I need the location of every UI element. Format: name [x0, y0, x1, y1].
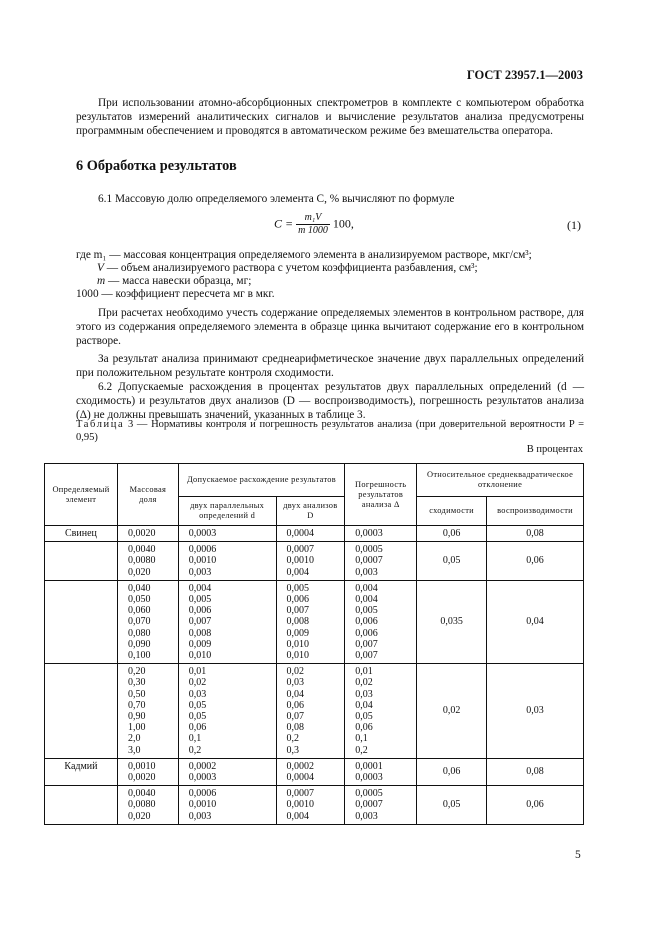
formula	[274, 212, 354, 237]
cell-value: 0,070	[127, 616, 151, 628]
cell-value: 0,30	[127, 677, 146, 689]
cell-delta	[345, 580, 417, 663]
cell-value: 0,006	[286, 594, 309, 606]
cell-value: 0,006	[188, 605, 212, 617]
cell-value: 0,06	[188, 722, 207, 734]
units-note: В процентах	[526, 444, 583, 455]
table-3	[44, 463, 584, 825]
definition-term: 1000	[76, 287, 99, 300]
cell-value: 0,008	[188, 627, 212, 639]
cell-element	[45, 580, 118, 663]
cell-value: 0,0080	[127, 799, 156, 811]
cell-value: 0,2	[355, 744, 368, 756]
cell-repro: 0,03	[487, 664, 584, 759]
cell-delta	[345, 526, 417, 542]
table-header-row	[45, 464, 584, 497]
cell-d	[276, 542, 345, 581]
cell-value: 0,0040	[127, 544, 156, 556]
cell-value: 0,020	[127, 810, 151, 822]
table-row	[45, 526, 584, 542]
cell-value: 1,00	[127, 722, 146, 734]
table-row	[45, 542, 584, 581]
cell-value: 3,0	[127, 744, 141, 756]
header-convergence: сходимости	[417, 497, 487, 526]
cell-value: 0,003	[355, 810, 378, 822]
cell-value: 0,004	[355, 594, 378, 606]
cell-value: 0,0002	[188, 760, 217, 772]
cell-repro: 0,08	[487, 526, 584, 542]
table-row	[45, 758, 584, 785]
cell-value: 0,006	[355, 627, 378, 639]
cell-value: 0,0010	[188, 555, 217, 567]
cell-value: 0,04	[355, 699, 373, 711]
header-reproducibility: воспроизводимости	[487, 497, 584, 526]
table-row	[45, 786, 584, 825]
cell-value: 0,0003	[188, 528, 217, 539]
cell-value: 0,05	[355, 711, 373, 723]
formula-denominator: m 1000	[298, 225, 328, 236]
cell-value: 0,0006	[188, 544, 217, 556]
cell-value: 0,010	[286, 638, 309, 650]
cell-value: 0,040	[127, 582, 151, 594]
cell-value: 0,003	[188, 810, 212, 822]
cell-value: 0,009	[188, 638, 212, 650]
table-caption	[76, 418, 584, 444]
cell-value: 0,005	[355, 605, 378, 617]
cell-element	[45, 786, 118, 825]
cell-conv: 0,06	[417, 526, 487, 542]
cell-d	[178, 664, 276, 759]
document-header: ГОСТ 23957.1—2003	[466, 68, 583, 82]
cell-value: 0,2	[188, 744, 202, 756]
cell-value: 0,009	[286, 627, 309, 639]
cell-value: 0,05	[188, 711, 207, 723]
cell-value: 0,02	[188, 677, 207, 689]
cell-value: 0,004	[286, 566, 309, 578]
cell-fraction	[117, 758, 178, 785]
definition-row	[76, 249, 584, 262]
table-caption-label: Таблица	[76, 419, 125, 430]
cell-conv: 0,05	[417, 786, 487, 825]
cell-fraction	[117, 580, 178, 663]
header-fraction: Массовая доля	[117, 464, 178, 526]
cell-value: 0,050	[127, 594, 151, 606]
cell-conv: 0,06	[417, 758, 487, 785]
cell-value: 0,020	[127, 566, 151, 578]
definition-row	[76, 262, 584, 275]
cell-fraction	[117, 786, 178, 825]
cell-d	[178, 526, 276, 542]
cell-value: 2,0	[127, 733, 141, 745]
paragraph-control-solution: При расчетах необходимо учесть содержание определяемых элементов в контрольном растворе, для этого из содержания определяемого элемента в образце цинка вычитают содержание его в контрольном растворе.	[76, 307, 584, 348]
cell-value: 0,0005	[355, 788, 383, 800]
cell-value: 0,0006	[188, 788, 217, 800]
cell-value: 0,0001	[355, 760, 383, 772]
element-name: Свинец	[65, 528, 97, 539]
cell-value: 0,50	[127, 688, 146, 700]
cell-element	[45, 664, 118, 759]
definition-term: V	[97, 261, 104, 274]
cell-value: 0,0010	[188, 799, 217, 811]
cell-value: 0,01	[355, 666, 373, 678]
cell-value: 0,090	[127, 638, 151, 650]
cell-value: 0,06	[355, 722, 373, 734]
cell-d	[178, 758, 276, 785]
cell-fraction	[117, 664, 178, 759]
cell-value: 0,01	[188, 666, 207, 678]
cell-d	[178, 786, 276, 825]
intro-paragraph: При использовании атомно-абсорбционных спектрометров в комплекте с компьютером обработка результатов измерений аналитических сигналов и вычисление результатов анализа предусмотрены программным обеспечением и проводятся в автоматическом режиме без вмешательства оператора.	[76, 97, 584, 138]
cell-value: 0,0020	[127, 772, 156, 784]
formula-numerator: m₁V	[296, 212, 330, 225]
definition-row	[76, 288, 584, 301]
definition-text: — объем анализируемого раствора с учетом коэффициента разбавления, см³;	[106, 261, 478, 274]
cell-value: 0,003	[188, 566, 212, 578]
cell-value: 0,0010	[286, 555, 314, 567]
cell-d	[276, 526, 345, 542]
cell-value: 0,0040	[127, 788, 156, 800]
cell-value: 0,05	[188, 699, 207, 711]
cell-value: 0,02	[286, 666, 304, 678]
cell-value: 0,0080	[127, 555, 156, 567]
cell-value: 0,0007	[355, 799, 383, 811]
element-name: Кадмий	[64, 760, 98, 772]
cell-repro: 0,08	[487, 758, 584, 785]
cell-d	[276, 580, 345, 663]
cell-value: 0,0003	[355, 528, 383, 539]
paragraph-6-1: 6.1 Массовую долю определяемого элемента C, % вычисляют по формуле	[98, 193, 455, 205]
cell-value: 0,70	[127, 699, 146, 711]
cell-value: 0,20	[127, 666, 146, 678]
cell-value: 0,008	[286, 616, 309, 628]
header-parallel: двух параллельных определений d	[178, 497, 276, 526]
cell-element	[45, 526, 118, 542]
cell-delta	[345, 786, 417, 825]
cell-repro: 0,06	[487, 542, 584, 581]
cell-d	[178, 580, 276, 663]
cell-delta	[345, 542, 417, 581]
cell-fraction	[117, 542, 178, 581]
cell-value: 0,0010	[127, 760, 156, 772]
definition-term: где m₁	[76, 249, 107, 261]
cell-value: 0,0004	[286, 528, 314, 539]
cell-value: 0,005	[286, 582, 309, 594]
cell-value: 0,010	[286, 650, 309, 662]
cell-value: 0,08	[286, 722, 304, 734]
cell-value: 0,0005	[355, 544, 383, 556]
cell-value: 0,03	[286, 677, 304, 689]
cell-value: 0,90	[127, 711, 146, 723]
cell-repro: 0,06	[487, 786, 584, 825]
cell-value: 0,0003	[355, 772, 383, 784]
cell-fraction	[117, 526, 178, 542]
page-number: 5	[575, 849, 581, 861]
cell-value: 0,0007	[286, 788, 314, 800]
definition-text: — коэффициент пересчета мг в мкг.	[101, 287, 275, 300]
cell-d	[178, 542, 276, 581]
cell-value: 0,0002	[286, 760, 314, 772]
cell-value: 0,004	[355, 582, 378, 594]
cell-d	[276, 664, 345, 759]
cell-value: 0,004	[286, 810, 309, 822]
cell-value: 0,02	[355, 677, 373, 689]
cell-element	[45, 542, 118, 581]
formula-tail: 100,	[332, 216, 354, 231]
formula-fraction	[296, 212, 330, 237]
table-body	[45, 526, 584, 825]
cell-value: 0,007	[188, 616, 212, 628]
cell-d	[276, 786, 345, 825]
cell-value: 0,0007	[286, 544, 314, 556]
cell-value: 0,080	[127, 627, 151, 639]
definition-text: — массовая концентрация определяемого элемента в анализируемом растворе, мкг/см³;	[109, 249, 532, 261]
cell-value: 0,100	[127, 650, 151, 662]
definition-text: — масса навески образца, мг;	[108, 274, 252, 287]
cell-value: 0,060	[127, 605, 151, 617]
cell-value: 0,0003	[188, 772, 217, 784]
table-row	[45, 580, 584, 663]
table-caption-text: 3 — Нормативы контроля и погрешность результатов анализа (при доверительной вероятности P = 0,95)	[76, 419, 584, 443]
cell-element	[45, 758, 118, 785]
cell-value: 0,003	[355, 566, 378, 578]
paragraph-6-2: 6.2 Допускаемые расхождения в процентах результатов двух параллельных определений (d — сходимость) и результатов двух анализов (D — воспроизводимость), погрешность результатов анализа (Δ) не должны превышать значений, указанных в таблице 3.	[76, 381, 584, 422]
cell-value: 0,0010	[286, 799, 314, 811]
cell-conv: 0,035	[417, 580, 487, 663]
cell-value: 0,06	[286, 699, 304, 711]
cell-value: 0,0007	[355, 555, 383, 567]
cell-value: 0,004	[188, 582, 212, 594]
cell-value: 0,03	[188, 688, 207, 700]
cell-value: 0,3	[286, 744, 299, 756]
cell-value: 0,1	[188, 733, 202, 745]
cell-value: 0,0004	[286, 772, 314, 784]
definitions-list	[76, 249, 584, 301]
cell-value: 0,006	[355, 616, 378, 628]
cell-d	[276, 758, 345, 785]
header-allowed: Допускаемое расхождение результатов	[178, 464, 344, 497]
definition-term: m	[97, 274, 106, 287]
cell-value: 0,007	[355, 650, 378, 662]
cell-value: 0,007	[355, 638, 378, 650]
header-error: Погрешность результатов анализа Δ	[345, 464, 417, 526]
header-analyses: двух анализов D	[276, 497, 345, 526]
cell-value: 0,010	[188, 650, 212, 662]
cell-repro: 0,04	[487, 580, 584, 663]
cell-conv: 0,02	[417, 664, 487, 759]
table-row	[45, 664, 584, 759]
cell-value: 0,04	[286, 688, 304, 700]
paragraph-result: За результат анализа принимают среднеарифметическое значение двух параллельных определений при положительном результате контроля сходимости.	[76, 353, 584, 380]
cell-delta	[345, 758, 417, 785]
definition-row	[76, 275, 584, 288]
cell-value: 0,005	[188, 594, 212, 606]
cell-value: 0,2	[286, 733, 299, 745]
cell-value: 0,0020	[127, 528, 156, 539]
formula-lhs: C =	[274, 216, 294, 231]
cell-value: 0,03	[355, 688, 373, 700]
section-title: 6 Обработка результатов	[76, 158, 237, 174]
cell-value: 0,07	[286, 711, 304, 723]
formula-number: (1)	[567, 218, 581, 232]
cell-conv: 0,05	[417, 542, 487, 581]
cell-value: 0,1	[355, 733, 368, 745]
header-relative: Относительное среднеквадратическое отклонение	[417, 464, 584, 497]
cell-value: 0,007	[286, 605, 309, 617]
cell-delta	[345, 664, 417, 759]
header-element: Определяемый элемент	[45, 464, 118, 526]
